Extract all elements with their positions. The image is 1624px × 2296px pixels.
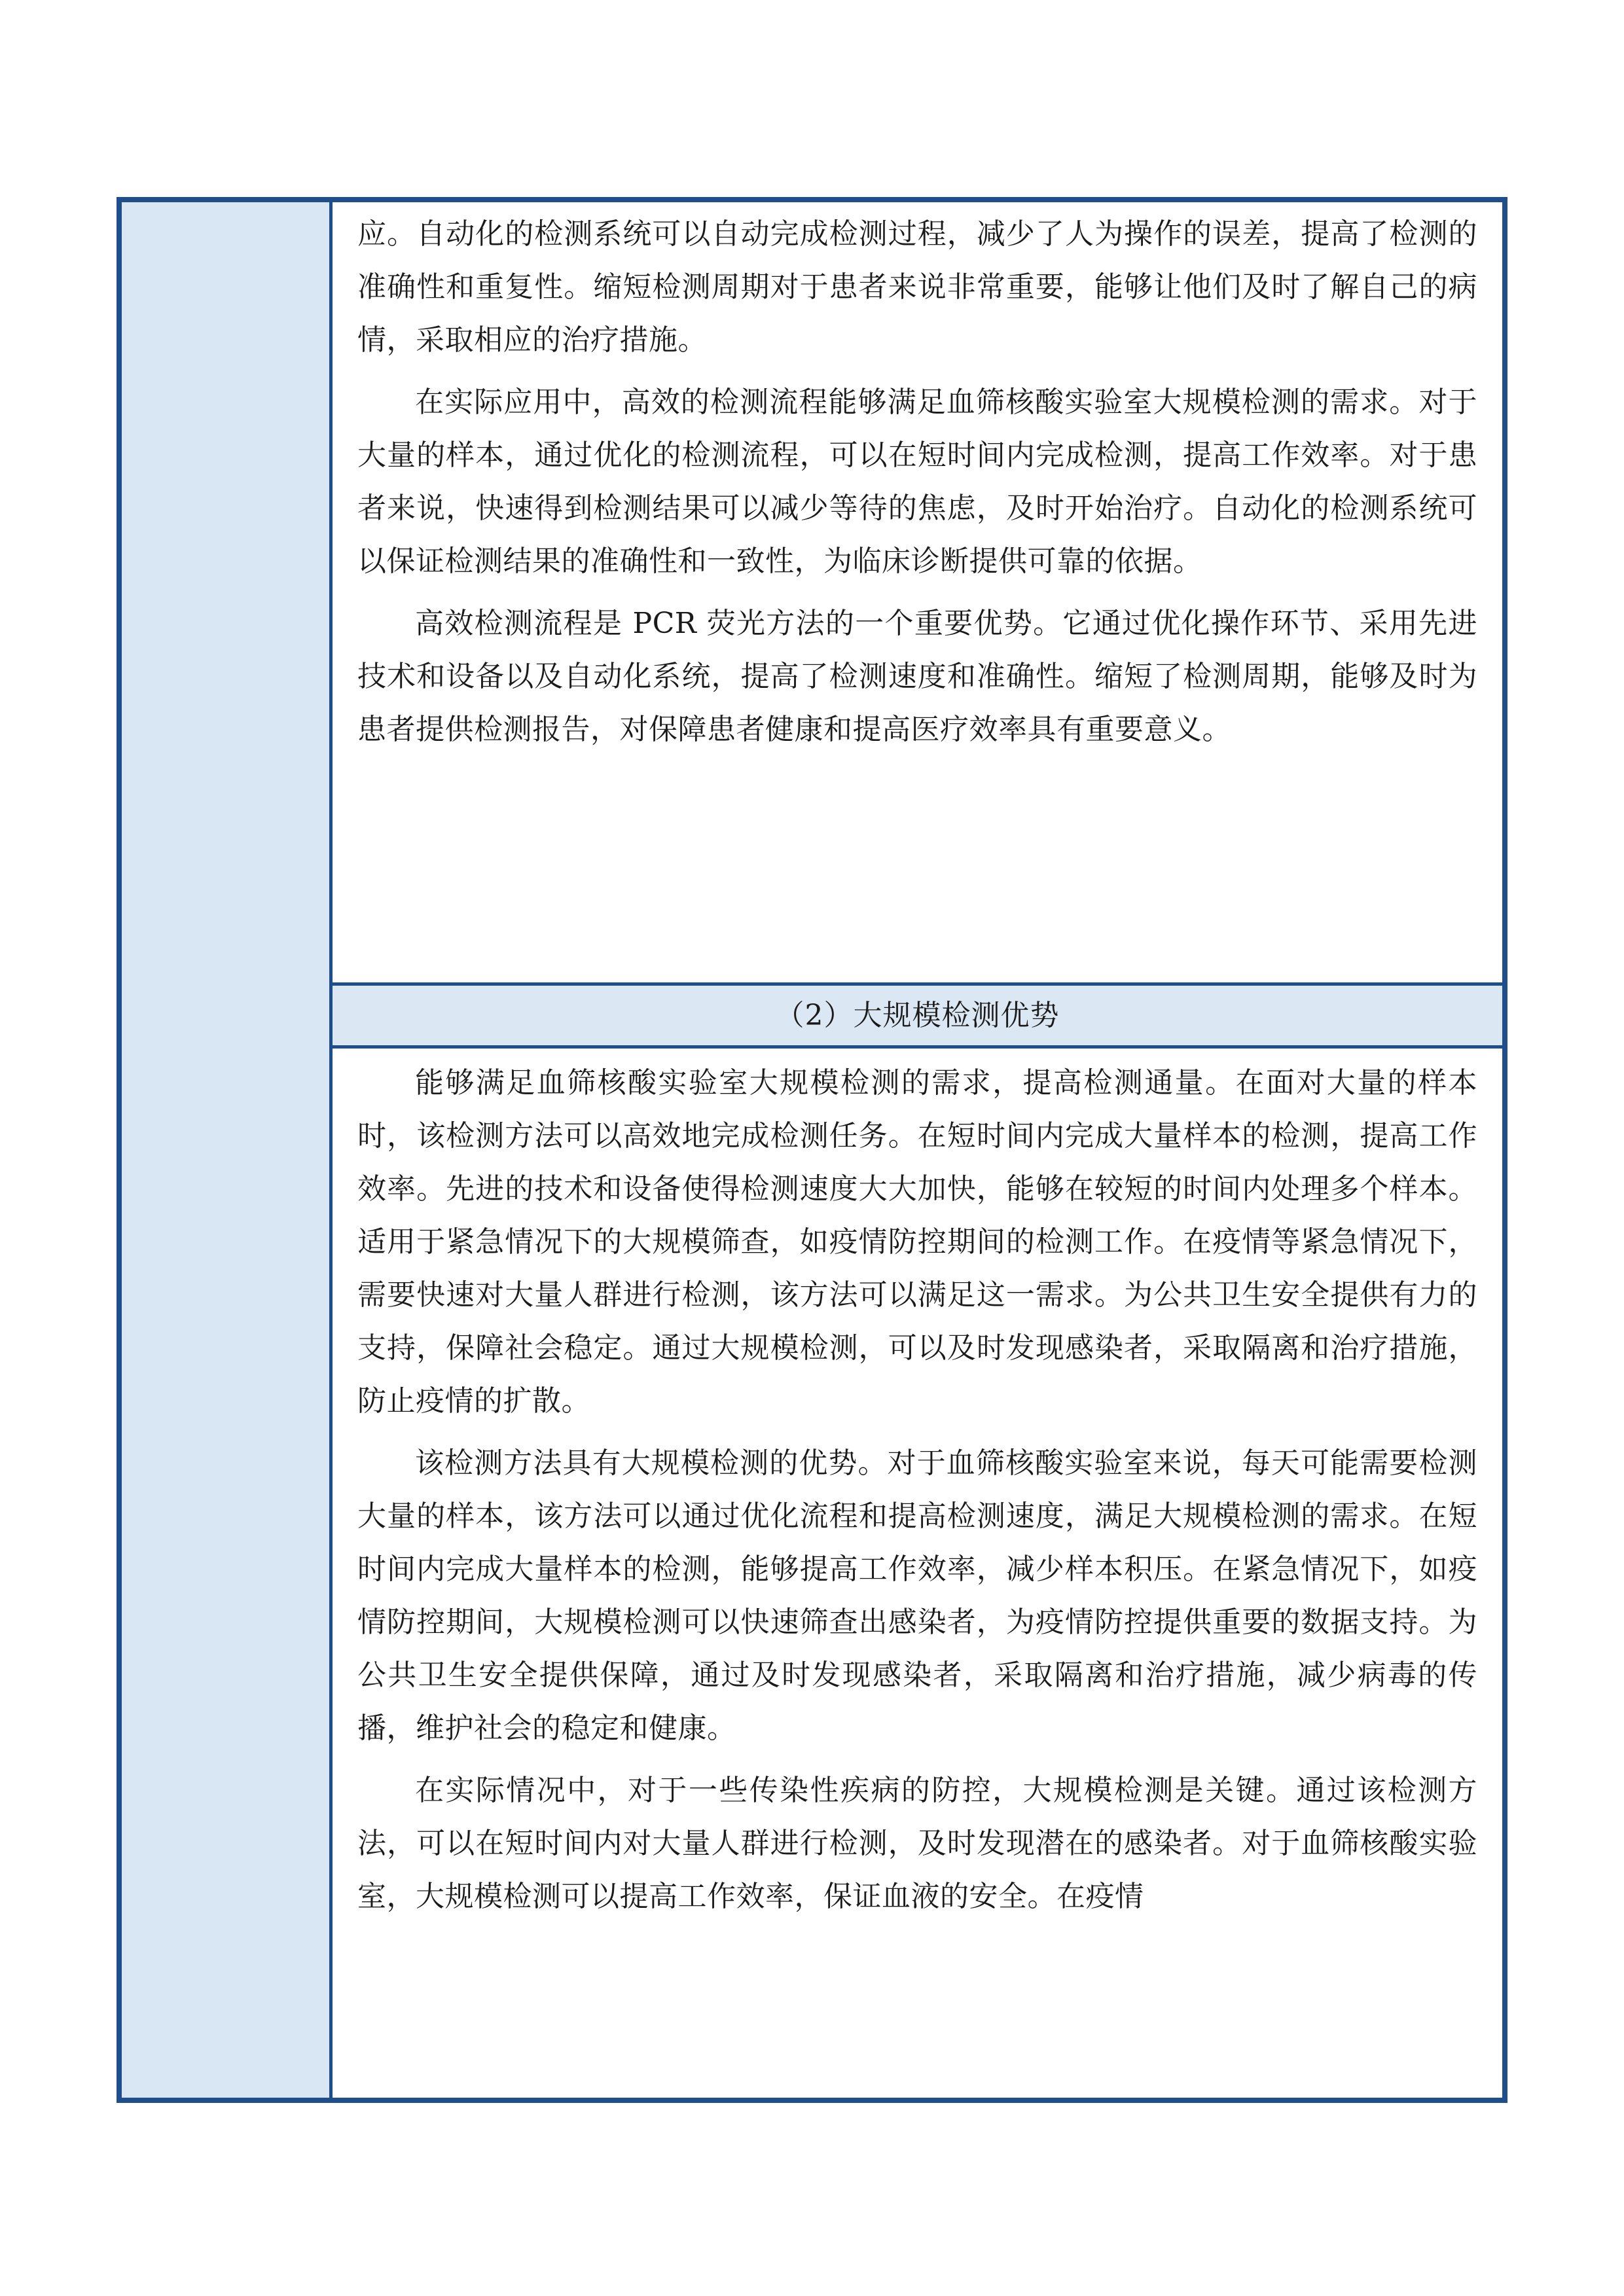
paragraph: 应。自动化的检测系统可以自动完成检测过程，减少了人为操作的误差，提高了检测的准确性和重复性。缩短检测周期对于患者来说非常重要，能够让他们及时了解自己的病情，采取相应的治疗措施。 — [357, 217, 1477, 357]
paragraph: 能够满足血筛核酸实验室大规模检测的需求，提高检测通量。在面对大量的样本时，该检测方法可以高效地完成检测任务。在短时间内完成大量样本的检测，提高工作效率。先进的技术和设备使得检测速度大大加快，能够在较短的时间内处理多个样本。适用于紧急情况下的大规模筛查，如疫情防控期间的检测工作。在疫情等紧急情况下，需要快速对大量人群进行检测，该方法可以满足这一需求。为公共卫生安全提供有力的支持，保障社会稳定。通过大规模检测，可以及时发现感染者，采取隔离和治疗措施，防止疫情的扩散。 — [357, 1066, 1477, 1418]
paragraph: 该检测方法具有大规模检测的优势。对于血筛核酸实验室来说，每天可能需要检测大量的样本，该方法可以通过优化流程和提高检测速度，满足大规模检测的需求。在短时间内完成大量样本的检测，能够提高工作效率，减少样本积压。在紧急情况下，如疫情防控期间，大规模检测可以快速筛查出感染者，为疫情防控提供重要的数据支持。为公共卫生安全提供保障，通过及时发现感染者，采取隔离和治疗措施，减少病毒的传播，维护社会的稳定和健康。 — [357, 1446, 1477, 1745]
paragraph: 高效检测流程是 PCR 荧光方法的一个重要优势。它通过优化操作环节、采用先进技术和设备以及自动化系统，提高了检测速度和准确性。缩短了检测周期，能够及时为患者提供检测报告，对保障患者健康和提高医疗效率具有重要意义。 — [357, 607, 1477, 746]
content-cell — [333, 1049, 1502, 2098]
paragraph: 在实际应用中，高效的检测流程能够满足血筛核酸实验室大规模检测的需求。对于大量的样本，通过优化的检测流程，可以在短时间内完成检测，提高工作效率。对于患者来说，快速得到检测结果可以减少等待的焦虑，及时开始治疗。自动化的检测系统可以保证检测结果的准确性和一致性，为临床诊断提供可靠的依据。 — [357, 386, 1477, 578]
table-frame — [117, 197, 1507, 2103]
section-header-row — [333, 986, 1502, 1049]
section-title: （2）大规模检测优势 — [775, 998, 1060, 1032]
content-column — [333, 202, 1502, 2098]
side-column — [122, 202, 333, 2098]
paragraph: 在实际情况中，对于一些传染性疾病的防控，大规模检测是关键。通过该检测方法，可以在短时间内对大量人群进行检测，及时发现潜在的感染者。对于血筛核酸实验室，大规模检测可以提高工作效率，保证血液的安全。在疫情 — [357, 1774, 1477, 1913]
content-cell-continued — [333, 202, 1502, 986]
